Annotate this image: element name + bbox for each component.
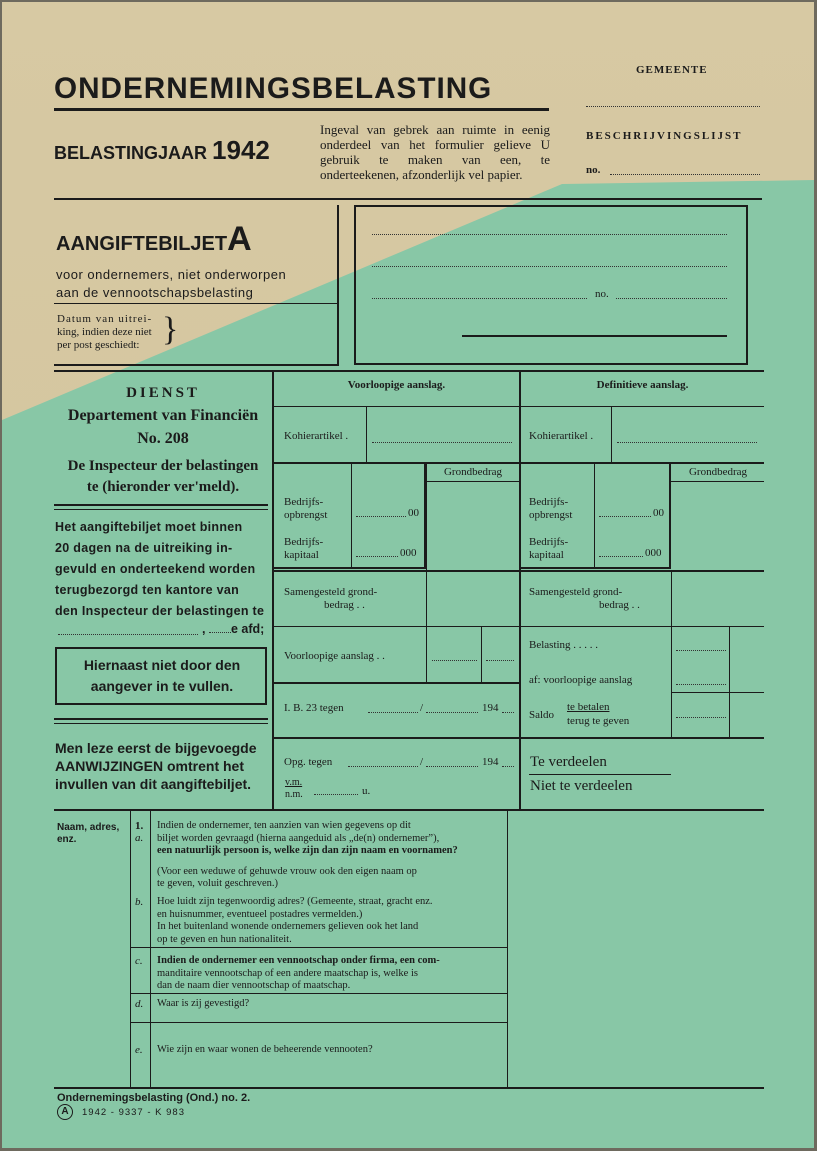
saldo-field[interactable] (676, 717, 726, 718)
def-samengesteld-1: Samengesteld grond- (529, 586, 623, 598)
read-line-3: invullen van dit aangiftebiljet. (55, 776, 252, 792)
saldo-te-betalen: te betalen (567, 701, 610, 713)
q-num-a (135, 820, 143, 844)
def-kapitaal-2: kapitaal (529, 549, 564, 561)
def-opbrengst-1: Bedrijfs- (529, 496, 569, 508)
inspecteur-place-field[interactable] (58, 634, 198, 635)
address-line-3[interactable] (372, 298, 587, 299)
printer-logo-icon: A (57, 1104, 73, 1120)
inspecteur-line-1: De Inspecteur der belastingen (67, 458, 259, 474)
voorl-samengesteld-1: Samengesteld grond- (284, 586, 378, 598)
q-c-letter: c. (135, 955, 143, 967)
q-a-1: Indien de ondernemer, ten aanzien van wien gegevens op dit (157, 820, 411, 831)
afd-label: , e afd; (202, 622, 265, 636)
voorl-aanslag-line (274, 682, 519, 684)
address-line-1[interactable] (372, 234, 727, 235)
grid-top-border (54, 370, 764, 372)
not-by-declarant-text (58, 655, 266, 697)
vm-label: v.m. (285, 777, 303, 788)
aangifte-title-text: AANGIFTEBILJET (56, 233, 228, 255)
def-bedrijf-divider (594, 464, 595, 568)
grid-bottom-border (54, 809, 764, 811)
q-e-letter: e. (135, 1044, 143, 1056)
instr-line-4: terugbezorgd ten kantore van (55, 583, 240, 597)
address-underline (462, 335, 727, 337)
vm-nm-field[interactable] (314, 794, 358, 795)
def-kapitaal-1: Bedrijfs- (529, 536, 569, 548)
verdeelen-line (529, 774, 671, 775)
aangifte-right-border (337, 205, 339, 365)
voorl-grond-left (426, 464, 427, 570)
af-voorl-field[interactable] (676, 684, 726, 685)
address-no-label: no. (595, 288, 609, 300)
q-side-2: enz. (57, 834, 77, 845)
voorl-aanslag-field[interactable] (432, 660, 477, 661)
voorloopig-header: Voorloopige aanslag. (347, 379, 446, 391)
voorl-kapitaal-suffix: 000 (400, 547, 417, 559)
q-a-note-1: (Voor een weduwe of gehuwde vrouw ook den eigen naam op (157, 865, 417, 877)
box-line-2: aangever in te vullen. (90, 678, 234, 694)
form-sheet (2, 2, 814, 1148)
q-b-2: en huisnummer, eventueel postadres vermelden.) (157, 908, 363, 920)
voorl-kapitaal-1: Bedrijfs- (284, 536, 324, 548)
form-number: Ondernemingsbelasting (Ond.) no. 2. (57, 1092, 251, 1104)
ib-field-2[interactable] (426, 712, 478, 713)
belasting-field[interactable] (676, 650, 726, 651)
voorl-opbrengst-2: opbrengst (284, 509, 328, 521)
saldo-label: Saldo (529, 709, 555, 721)
read-line-2: AANWIJZINGEN omtrent het (55, 758, 244, 774)
tax-year (54, 135, 270, 166)
aangifte-subdivider (54, 303, 337, 304)
q-c-text (157, 955, 502, 993)
opg-label: Opg. tegen (284, 756, 333, 768)
af-voorl-label: af: voorloopige aanslag (529, 674, 633, 686)
voorl-kohier-field[interactable] (372, 442, 512, 443)
voorl-aanslag-cents (481, 626, 482, 682)
ib-slash: / (420, 702, 424, 714)
q-b-4: op te geven en hun nationaliteit. (157, 933, 292, 945)
gemeente-label: GEMEENTE (636, 64, 708, 76)
voorl-samengesteld-label (284, 586, 377, 612)
def-opbrengst-field[interactable] (599, 516, 651, 517)
opg-field-2[interactable] (426, 766, 478, 767)
def-grond-header-line (671, 481, 764, 482)
voorl-opbrengst-suffix: 00 (408, 507, 419, 519)
u-label: u. (362, 785, 371, 797)
voorl-opbrengst-label (284, 496, 327, 522)
read-line-1: Men leze eerst de bijgevoegde (55, 740, 257, 756)
instr-line-3: gevuld en onderteekend worden (55, 562, 256, 576)
opg-field-1[interactable] (348, 766, 418, 767)
def-opbrengst-label (529, 496, 572, 522)
address-box (354, 205, 748, 365)
questions-answer-area[interactable] (512, 817, 760, 1082)
dept-name: Departement van Financiën (67, 407, 259, 424)
dienst-title: DIENST (126, 385, 200, 401)
instructions (55, 517, 268, 622)
header-divider (54, 198, 762, 200)
ib-year-field[interactable] (502, 712, 514, 713)
niet-te-verdeelen[interactable]: Niet te verdeelen (530, 778, 633, 794)
instr-line-5: den Inspecteur der belastingen te (55, 604, 265, 618)
voorl-kohier-label: Kohierartikel . (284, 430, 349, 442)
q-c-2: manditaire vennootschap of een andere maatschap is, welke is (157, 967, 418, 979)
dienst-divider-4 (54, 723, 268, 724)
q-side-label (57, 822, 119, 846)
def-opbrengst-2: opbrengst (529, 509, 573, 521)
q-a-text (157, 820, 502, 891)
dept-no: No. 208 (137, 430, 189, 447)
aangifte-subtitle-1: voor ondernemers, niet onderworpen (56, 267, 287, 282)
voorl-grondbedrag-label: Grondbedrag (443, 466, 503, 478)
tax-year-label: BELASTINGJAAR (54, 143, 208, 163)
datum-line-1: Datum van uitrei- (57, 313, 153, 325)
address-line-2[interactable] (372, 266, 727, 267)
voorl-opbrengst-1: Bedrijfs- (284, 496, 324, 508)
opg-year: 194 (482, 756, 499, 768)
q-c-3: dan de naam dier vennootschap of maatschap. (157, 980, 351, 991)
q-b-line (131, 947, 507, 948)
def-samengesteld-label (529, 586, 640, 612)
grid-middle-border (519, 370, 521, 810)
q-b-text (157, 896, 502, 946)
beschrijvingslijst-label: BESCHRIJVINGSLIJST (586, 130, 743, 142)
q-col-divider-1 (130, 811, 131, 1088)
def-kohier-label: Kohierartikel . (529, 430, 594, 442)
ib-label: I. B. 23 tegen (284, 702, 344, 714)
vm-nm-labels (285, 777, 303, 801)
gemeente-field[interactable] (586, 106, 760, 107)
def-opbrengst-suffix: 00 (653, 507, 664, 519)
def-kapitaal-suffix: 000 (645, 547, 662, 559)
address-no-field[interactable] (616, 298, 727, 299)
voorl-aanslag-cents-field[interactable] (486, 660, 514, 661)
grid-left-border (272, 370, 274, 810)
opg-slash: / (420, 756, 424, 768)
instr-line-1: Het aangiftebiljet moet binnen (55, 520, 243, 534)
def-grondbedrag-label: Grondbedrag (688, 466, 748, 478)
belasting-label: Belasting . . . . . (529, 639, 599, 651)
aangifte-subtitle-2: aan de vennootschapsbelasting (56, 285, 254, 300)
inspecteur-line-2: te (hieronder ver'meld). (86, 479, 240, 495)
saldo-row-line (521, 737, 764, 739)
saldo-options (567, 700, 629, 728)
def-samengesteld-2: bedrag . . (599, 599, 640, 611)
voorl-kohier-divider (366, 406, 367, 462)
voorl-aanslag-label: Voorloopige aanslag . . (284, 650, 385, 662)
tax-year-value: 1942 (212, 135, 270, 165)
dienst-divider-3 (54, 718, 268, 720)
dienst-divider-1 (54, 504, 268, 506)
q-answer-divider (507, 811, 508, 1088)
datum-line-2: king, indien deze niet (57, 326, 152, 338)
beschrijvingslijst-no-field[interactable] (610, 174, 760, 175)
form-title: ONDERNEMINGSBELASTING (54, 72, 493, 105)
ib-row-line (274, 737, 519, 739)
samengesteld-row-line (274, 626, 764, 627)
q-c-line (131, 993, 507, 994)
print-code: 1942 - 9337 - K 983 (82, 1107, 185, 1118)
te-verdeelen[interactable]: Te verdeelen (530, 754, 607, 770)
q-col-divider-2 (150, 811, 151, 1088)
space-notice: Ingeval van gebrek aan ruimte in eenig onderdeel van het formulier gelieve U gebruik te maken van een, te onderteekenen, afzonderlijk vel papier. (320, 122, 550, 182)
af-total-line (671, 692, 764, 693)
aangifte-letter: A (227, 220, 252, 258)
voorl-samengesteld-2: bedrag . . (324, 599, 365, 611)
voorl-amount-col (426, 572, 427, 682)
voorl-kapitaal-2: kapitaal (284, 549, 319, 561)
q-e-text: Wie zijn en waar wonen de beheerende vennooten? (157, 1044, 373, 1055)
def-kapitaal-label (529, 536, 568, 562)
def-kapitaal-field[interactable] (599, 556, 643, 557)
q-b-1: Hoe luidt zijn tegenwoordig adres? (Gemeente, straat, gracht enz. (157, 896, 433, 907)
q-a-3: een natuurlijk persoon is, welke zijn dan zijn naam en voornamen? (157, 845, 458, 856)
q-side-1: Naam, adres, (57, 822, 120, 833)
definitief-header: Definitieve aanslag. (596, 379, 689, 391)
def-cents-col (729, 626, 730, 738)
header-row-line (274, 406, 764, 407)
def-kohier-divider (611, 406, 612, 462)
afd-field[interactable] (209, 632, 231, 633)
datum-label (57, 313, 152, 352)
q-a-2: biljet worden gevraagd (hierna aangeduid als „de(n) ondernemer”), (157, 832, 440, 844)
questions-bottom-border (54, 1087, 764, 1089)
q-b-letter: b. (135, 896, 144, 908)
q-num: 1. (135, 820, 144, 832)
ib-year: 194 (482, 702, 499, 714)
q-a-letter: a. (135, 832, 144, 844)
aangifte-bottom-border (54, 364, 339, 366)
q-d-line (131, 1022, 507, 1023)
q-d-letter: d. (135, 998, 144, 1010)
voorl-opbrengst-field[interactable] (356, 516, 406, 517)
voorl-kapitaal-label (284, 536, 323, 562)
datum-line-3: per post geschiedt: (57, 339, 140, 351)
voorl-grond-header-line (426, 481, 519, 482)
datum-brace: } (162, 311, 179, 348)
q-a-note-2: te geven, voluit geschreven.) (157, 878, 278, 889)
voorl-bedrijf-divider (351, 464, 352, 568)
q-d-text: Waar is zij gevestigd? (157, 998, 250, 1009)
opg-year-field[interactable] (502, 766, 514, 767)
aangifte-title (56, 220, 252, 259)
ib-field-1[interactable] (368, 712, 418, 713)
q-b-3: In het buitenland wonende ondernemers gelieven ook het land (157, 921, 419, 932)
instr-line-2: 20 dagen na de uitreiking in- (55, 541, 233, 555)
afd-text: e afd; (230, 622, 265, 636)
def-kohier-field[interactable] (617, 442, 757, 443)
saldo-terug: terug te geven (567, 715, 630, 727)
read-instructions (55, 739, 269, 793)
box-line-1: Hiernaast niet door den (83, 657, 241, 673)
beschrijvingslijst-no-label: no. (586, 164, 601, 176)
q-c-1: Indien de ondernemer een vennootschap onder firma, een com- (157, 955, 440, 966)
def-amount-col (671, 572, 672, 738)
nm-label: n.m. (285, 789, 303, 800)
bedrijf-row-line (274, 570, 764, 572)
dienst-divider-2 (54, 509, 268, 510)
title-underline (54, 108, 549, 111)
voorl-kapitaal-field[interactable] (356, 556, 398, 557)
